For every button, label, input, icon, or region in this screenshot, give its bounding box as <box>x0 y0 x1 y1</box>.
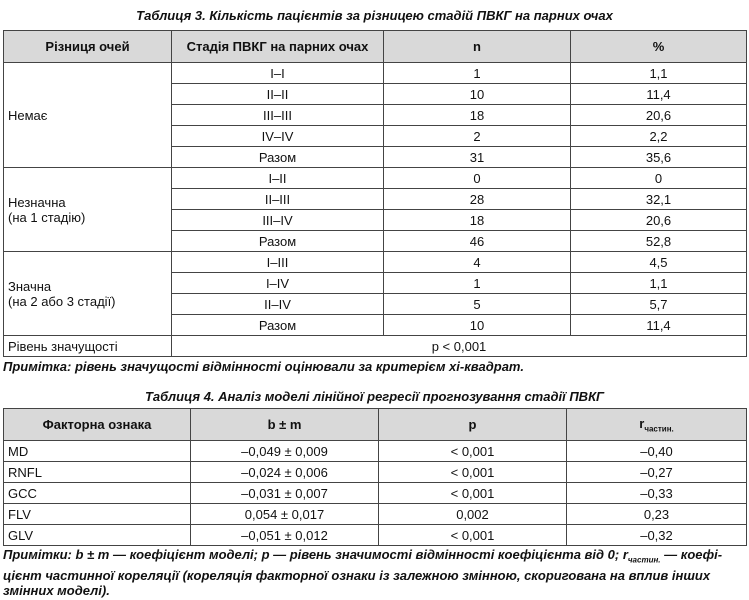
table4-note <box>3 547 746 598</box>
significance-label: Рівень значущості <box>4 336 172 357</box>
percent-cell: 20,6 <box>571 105 747 126</box>
n-cell: 46 <box>384 231 571 252</box>
coefficient-cell: –0,024 ± 0,006 <box>191 462 379 483</box>
stage-cell: Разом <box>172 231 384 252</box>
stage-cell: II–II <box>172 84 384 105</box>
coefficient-cell: –0,051 ± 0,012 <box>191 525 379 546</box>
stage-cell: Разом <box>172 315 384 336</box>
table4 <box>3 408 747 546</box>
r-symbol: r <box>639 415 645 431</box>
r-cell: –0,27 <box>567 462 747 483</box>
note-subscript: частин. <box>627 555 661 565</box>
percent-cell: 32,1 <box>571 189 747 210</box>
r-cell: –0,40 <box>567 441 747 462</box>
n-cell: 1 <box>384 63 571 84</box>
stage-cell: I–IV <box>172 273 384 294</box>
percent-cell: 11,4 <box>571 315 747 336</box>
percent-cell: 0 <box>571 168 747 189</box>
header-coefficient: b ± m <box>191 409 379 441</box>
significance-row <box>4 336 747 357</box>
group-label-none: Немає <box>4 63 172 168</box>
n-cell: 31 <box>384 147 571 168</box>
header-percent: % <box>571 31 747 63</box>
stage-cell: I–I <box>172 63 384 84</box>
p-cell: < 0,001 <box>379 462 567 483</box>
r-cell: –0,33 <box>567 483 747 504</box>
significance-value: p < 0,001 <box>172 336 747 357</box>
stage-cell: I–III <box>172 252 384 273</box>
percent-cell: 52,8 <box>571 231 747 252</box>
group-label-major <box>4 252 172 336</box>
note-text: Примітки: b ± m — коефіцієнт моделі; p — рівень значимості відмінності коефіцієнта від 0; r <box>3 547 628 562</box>
table4-caption: Таблиця 4. Аналіз моделі лінійної регресії прогнозування стадії ПВКГ <box>144 389 605 404</box>
n-cell: 4 <box>384 252 571 273</box>
group-label-line: Незначна <box>8 194 66 210</box>
header-stage: Стадія ПВКГ на парних очах <box>172 31 384 63</box>
group-label-line: (на 2 або 3 стадії) <box>8 293 116 309</box>
percent-cell: 11,4 <box>571 84 747 105</box>
table3 <box>3 30 747 357</box>
header-factor: Факторна ознака <box>4 409 191 441</box>
table-row <box>4 525 747 546</box>
header-n: n <box>384 31 571 63</box>
factor-cell: GLV <box>4 525 191 546</box>
p-cell: < 0,001 <box>379 525 567 546</box>
n-cell: 18 <box>384 105 571 126</box>
note-text: — коефі-цієнт частинної кореляції (кореляція факторної ознаки із залежною змінною, скоригована на вплив інших змінних моделі). <box>3 547 723 598</box>
table-row <box>4 168 747 189</box>
table-row <box>4 462 747 483</box>
stage-cell: I–II <box>172 168 384 189</box>
coefficient-cell: 0,054 ± 0,017 <box>191 504 379 525</box>
table-row <box>4 441 747 462</box>
stage-cell: II–III <box>172 189 384 210</box>
r-cell: –0,32 <box>567 525 747 546</box>
stage-cell: II–IV <box>172 294 384 315</box>
factor-cell: FLV <box>4 504 191 525</box>
factor-cell: GCC <box>4 483 191 504</box>
percent-cell: 1,1 <box>571 273 747 294</box>
n-cell: 18 <box>384 210 571 231</box>
table4-header-row <box>4 409 747 441</box>
stage-cell: III–III <box>172 105 384 126</box>
group-label-minor <box>4 168 172 252</box>
group-label-line: Значна <box>8 278 52 294</box>
percent-cell: 4,5 <box>571 252 747 273</box>
coefficient-cell: –0,049 ± 0,009 <box>191 441 379 462</box>
factor-cell: RNFL <box>4 462 191 483</box>
r-cell: 0,23 <box>567 504 747 525</box>
table-row <box>4 483 747 504</box>
percent-cell: 5,7 <box>571 294 747 315</box>
n-cell: 5 <box>384 294 571 315</box>
p-cell: 0,002 <box>379 504 567 525</box>
table3-note: Примітка: рівень значущості відмінності оцінювали за критерієм хі-квадрат. <box>3 359 524 374</box>
n-cell: 10 <box>384 84 571 105</box>
n-cell: 1 <box>384 273 571 294</box>
r-subscript: частин. <box>644 424 674 434</box>
stage-cell: Разом <box>172 147 384 168</box>
header-difference: Різниця очей <box>4 31 172 63</box>
n-cell: 0 <box>384 168 571 189</box>
n-cell: 28 <box>384 189 571 210</box>
table3-header-row <box>4 31 747 63</box>
p-cell: < 0,001 <box>379 483 567 504</box>
coefficient-cell: –0,031 ± 0,007 <box>191 483 379 504</box>
header-r-partial <box>567 409 747 441</box>
n-cell: 10 <box>384 315 571 336</box>
percent-cell: 35,6 <box>571 147 747 168</box>
percent-cell: 20,6 <box>571 210 747 231</box>
table-row <box>4 252 747 273</box>
table-row <box>4 504 747 525</box>
group-label-line: (на 1 стадію) <box>8 209 86 225</box>
stage-cell: III–IV <box>172 210 384 231</box>
table-row <box>4 63 747 84</box>
percent-cell: 1,1 <box>571 63 747 84</box>
percent-cell: 2,2 <box>571 126 747 147</box>
n-cell: 2 <box>384 126 571 147</box>
table3-caption: Таблиця 3. Кількість пацієнтів за різницею стадій ПВКГ на парних очах <box>136 8 613 23</box>
header-p: p <box>379 409 567 441</box>
factor-cell: MD <box>4 441 191 462</box>
p-cell: < 0,001 <box>379 441 567 462</box>
stage-cell: IV–IV <box>172 126 384 147</box>
